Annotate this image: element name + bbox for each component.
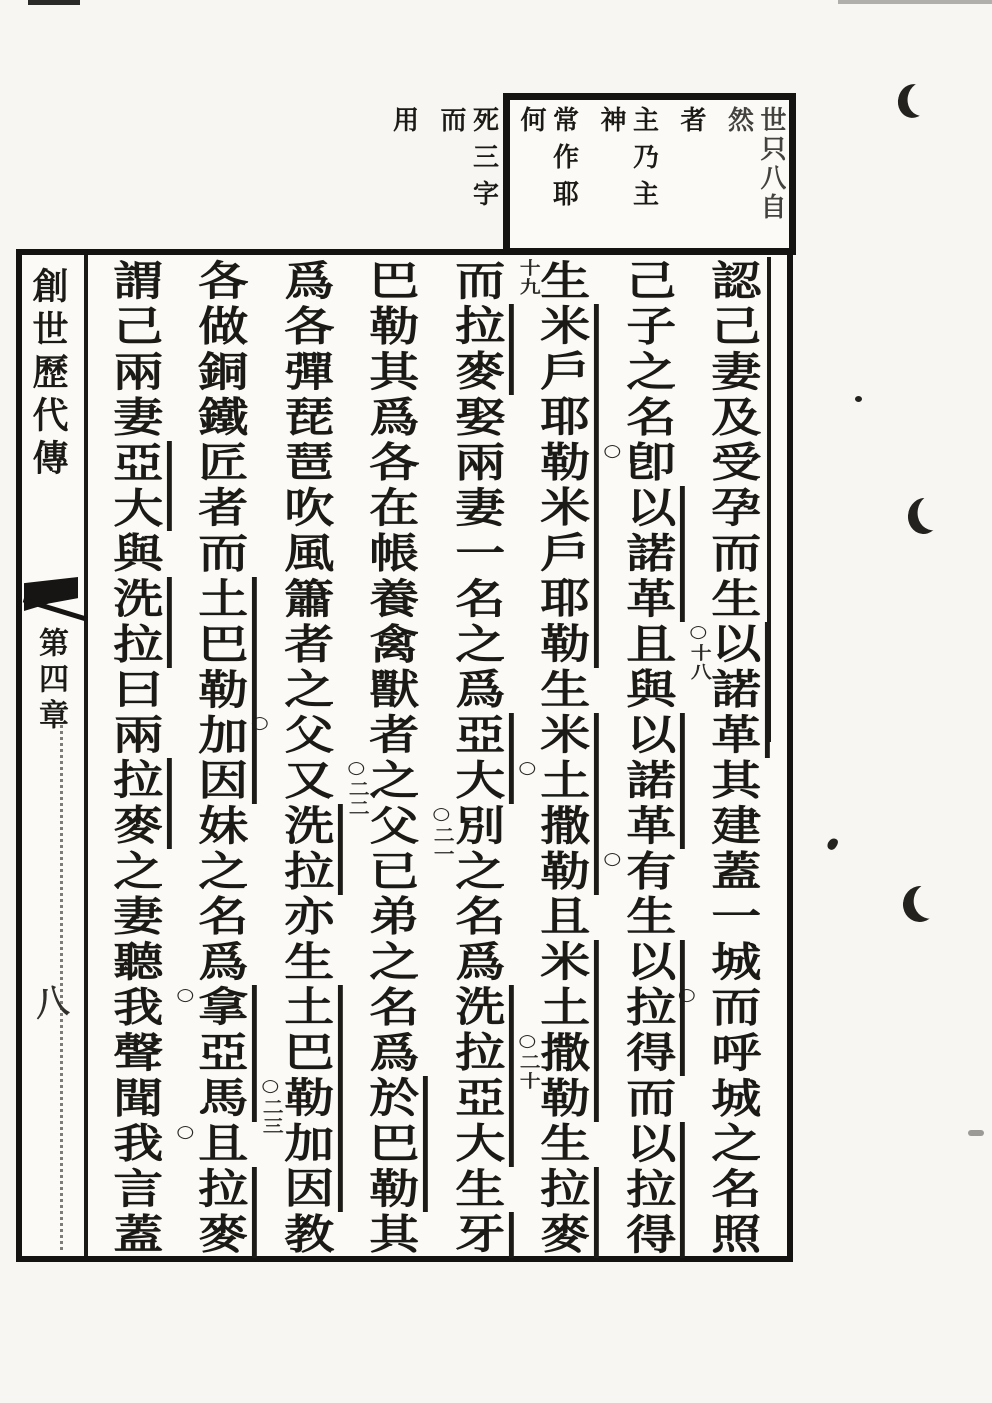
annotation-column: 世只八自然 [723, 106, 786, 222]
text-column: 爲各彈琵琶吹風簫者之父又洗拉亦生土巴勒加因教 ○ ○二二 [247, 259, 368, 1258]
text-column: 而拉麥娶兩妻一名之爲亞大別之名爲洗拉亞大生牙 十九 ○ ○二十 [446, 259, 539, 1258]
proper-name-mark: 土巴勒加因 [190, 577, 257, 804]
text-block-frame [16, 249, 793, 1262]
text-column: 認己妻及受孕而生以諾革其建蓋一城而呼城之名照 ○ [694, 259, 770, 1254]
annotation-column: 死三字而 [436, 106, 499, 217]
book-title: 創世歷代傳 [27, 267, 69, 482]
sentence-circle: ○ [600, 849, 625, 872]
verse-marker: ○二一 [429, 803, 454, 864]
proper-name-mark: 拉麥 [190, 1167, 257, 1258]
proper-name-mark: 以拉得 [617, 1122, 684, 1258]
left-margin [22, 255, 88, 1256]
annotation-box [388, 93, 796, 255]
proper-name-mark: 以拉得 [617, 940, 684, 1076]
proper-name-mark: 拉麥 [104, 758, 171, 849]
proper-name-mark: 土巴勒加因 [275, 985, 342, 1212]
verse-marker: 十九 [514, 259, 539, 297]
proper-name-mark: 以諾革 [617, 713, 684, 849]
margin-rule [60, 725, 63, 1250]
proper-name-mark: 於巴勒 [361, 1076, 428, 1212]
ink-speck [826, 837, 840, 852]
ink-speck [855, 396, 862, 402]
annotation-column: 常作耶何 [516, 106, 579, 217]
page-number: 八 [31, 980, 72, 1026]
scan-edge-artifact [28, 0, 80, 5]
proper-name-mark: 洗拉 [104, 577, 171, 668]
annotation-column: 用 [388, 106, 419, 143]
proper-name-mark: 洗拉 [275, 804, 342, 895]
punch-hole-crescent [895, 81, 931, 120]
fishtail-mark [24, 577, 80, 627]
sentence-circle: ○ [514, 758, 539, 781]
sentence-circle: ○ [600, 440, 625, 463]
annotation-column: 者 [676, 106, 706, 143]
proper-name-mark: 以諾革 [617, 486, 684, 622]
punch-hole-crescent [900, 883, 940, 924]
chapter-heading: 第四章 [33, 627, 68, 735]
text-column: 各做銅鐵匠者而土巴勒加因妹之名爲拿亞馬且拉麥 ○二三 [189, 259, 283, 1258]
verse-marker: ○十八 [685, 622, 710, 683]
proper-name-mark: 洗拉亞大 [446, 985, 513, 1167]
text-columns [88, 255, 787, 1256]
scan-edge-artifact [968, 1130, 984, 1136]
verse-marker: ○二十 [514, 1030, 539, 1091]
proper-name-mark: 米戶耶勒米戶耶勒 [532, 304, 599, 667]
text-column: 謂己兩妻亞大與洗拉曰兩拉麥之妻聽我聲聞我言蓋 ○ ○ [104, 259, 197, 1258]
text-column: 己子之名卽以諾革且與以諾革有生以拉得而以拉得 ○十八 [617, 259, 710, 1258]
scan-edge-artifact [838, 0, 992, 4]
text-column: 巴勒其爲各在帳養禽獸者之父已弟之名爲於巴勒其 ○二一 [360, 259, 454, 1258]
proper-name-mark: 以諾革 [703, 622, 770, 758]
proper-name-mark: 拉麥 [532, 1167, 599, 1258]
sentence-circle: ○ [172, 985, 197, 1008]
proper-name-mark: 拉麥 [446, 304, 513, 395]
verse-marker: ○二二 [343, 758, 368, 819]
proper-name-mark: 米土撒勒 [532, 713, 599, 895]
annotation-column: 主乃主神 [596, 106, 659, 217]
punch-hole-crescent [906, 496, 943, 536]
annotation-columns [388, 106, 787, 244]
text-column: 生米戶耶勒米戶耶勒生米土撒勒且米土撒勒生拉麥 ○ ○ [531, 259, 625, 1258]
sentence-circle: ○ [247, 713, 272, 735]
proper-name-mark: 亞大 [446, 713, 513, 804]
verse-marker: ○二三 [258, 1076, 283, 1137]
proper-name-mark: 米土撒勒 [532, 940, 599, 1122]
proper-name-mark: 牙 [446, 1212, 513, 1257]
sentence-circle: ○ [172, 1121, 197, 1144]
proper-name-mark: 拿亞馬 [190, 985, 257, 1121]
sentence-circle: ○ [674, 985, 700, 1008]
proper-name-mark: 亞大 [104, 441, 171, 532]
